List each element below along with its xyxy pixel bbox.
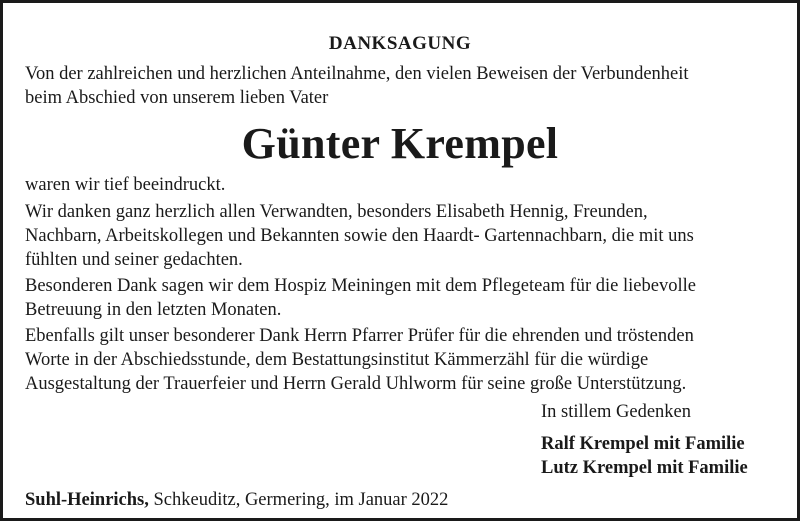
paragraph-line: Wir danken ganz herzlich allen Verwandten, besonders Elisabeth Hennig, Freunden, xyxy=(25,202,648,222)
paragraph-line: Besonderen Dank sagen wir dem Hospiz Meiningen mit dem Pflegeteam für die liebevolle xyxy=(25,276,696,296)
paragraph-line: Betreuung in den letzten Monaten. xyxy=(25,300,282,320)
intro-line: beim Abschied von unserem lieben Vater xyxy=(25,88,329,108)
paragraph-line: Ebenfalls gilt unser besonderer Dank Herrn Pfarrer Prüfer für die ehrenden und tröstenden xyxy=(25,326,694,346)
place-date-rest: Schkeuditz, Germering, im Januar 2022 xyxy=(148,490,449,510)
deceased-name: Günter Krempel xyxy=(241,119,559,168)
paragraph-line: Worte in der Abschiedsstunde, dem Bestattungsinstitut Kämmerzähl für die würdige xyxy=(25,350,649,370)
intro-line: Von der zahlreichen und herzlichen Anteilnahme, den vielen Beweisen der Verbundenheit xyxy=(25,64,689,84)
paragraph-line: Ausgestaltung der Trauerfeier und Herrn Gerald Uhlworm für seine große Unterstützung. xyxy=(25,374,687,394)
intro-text xyxy=(25,62,775,110)
place-name: Suhl-Heinrichs, xyxy=(25,490,149,510)
paragraph-line: Nachbarn, Arbeitskollegen und Bekannten sowie den Haardt- Gartennachbarn, die mit uns xyxy=(25,226,694,246)
thanks-paragraph-hospice xyxy=(25,274,775,322)
closing-phrase: In stillem Gedenken xyxy=(541,402,692,422)
thanks-paragraph-relatives xyxy=(25,200,775,272)
after-name-line: waren wir tief beeindruckt. xyxy=(25,175,226,195)
paragraph-line: fühlten und seiner gedachten. xyxy=(25,250,243,270)
signature-line: Ralf Krempel mit Familie xyxy=(541,434,745,454)
place-date-line xyxy=(25,488,775,512)
signature-line: Lutz Krempel mit Familie xyxy=(541,458,748,478)
notice-heading: DANKSAGUNG xyxy=(328,33,472,54)
thanks-paragraph-pastor xyxy=(25,324,775,396)
